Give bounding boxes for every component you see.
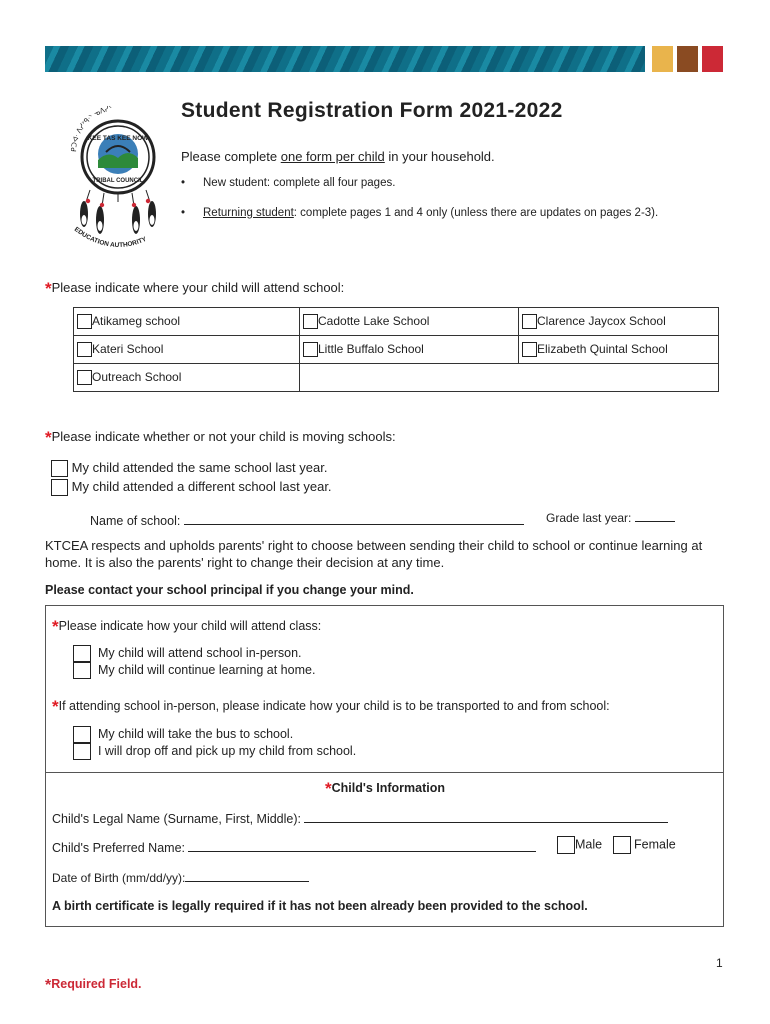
school-cell bbox=[519, 308, 719, 336]
name-of-school-row bbox=[90, 512, 524, 528]
required-asterisk: * bbox=[52, 697, 59, 716]
checkbox[interactable] bbox=[77, 342, 92, 357]
logo-syllabics: ᑭᑐᐊᐧ ᐱᓯᐣᑫᐧᐠ ᓀᐱᓯᐠ bbox=[69, 104, 113, 153]
attend-option bbox=[73, 645, 315, 662]
moving-option-label: My child attended the same school last year. bbox=[71, 460, 328, 475]
child-info-heading bbox=[0, 777, 770, 797]
required-asterisk: * bbox=[45, 279, 52, 298]
attend-option-label: My child will continue learning at home. bbox=[97, 663, 316, 678]
banner-square-gold bbox=[652, 46, 673, 72]
school-cell bbox=[300, 308, 519, 336]
required-field-note bbox=[45, 975, 142, 993]
checkbox[interactable] bbox=[73, 726, 91, 743]
grade-last-year-input[interactable] bbox=[635, 509, 675, 522]
transport-option bbox=[73, 726, 356, 743]
logo-arc-text: KEE TAS KEE NOW bbox=[87, 135, 149, 142]
preferred-name-row bbox=[52, 839, 536, 855]
bullet-new-student: • New student: complete all four pages. bbox=[181, 177, 396, 189]
intro-post: in your household. bbox=[384, 149, 495, 164]
checkbox[interactable] bbox=[73, 662, 91, 679]
female-checkbox[interactable] bbox=[613, 836, 631, 854]
checkbox[interactable] bbox=[522, 314, 537, 329]
moving-question bbox=[45, 426, 396, 446]
intro-emphasis: one form per child bbox=[280, 149, 385, 164]
legal-name-row bbox=[52, 810, 668, 826]
school-options-table bbox=[73, 307, 719, 392]
preferred-name-input[interactable] bbox=[188, 839, 536, 852]
moving-options bbox=[51, 458, 332, 496]
banner-square-red bbox=[702, 46, 723, 72]
dob-label: Date of Birth (mm/dd/yy): bbox=[52, 871, 186, 885]
child-info-heading-text: Child's Information bbox=[331, 781, 445, 795]
required-asterisk: * bbox=[324, 779, 332, 798]
school-cell bbox=[519, 336, 719, 364]
bullet-new-text: New student: complete all four pages. bbox=[203, 177, 396, 189]
moving-option bbox=[51, 458, 332, 477]
school-label: Outreach School bbox=[92, 369, 182, 384]
required-field-text: Required Field. bbox=[51, 977, 142, 991]
empty-cell bbox=[300, 364, 719, 392]
transport-question-text: If attending school in-person, please indicate how your child is to be transported to and from school: bbox=[58, 699, 610, 713]
school-label: Atikameg school bbox=[92, 313, 181, 328]
transport-options bbox=[73, 726, 356, 760]
checkbox[interactable] bbox=[77, 370, 92, 385]
transport-option bbox=[73, 743, 356, 760]
checkbox[interactable] bbox=[77, 314, 92, 329]
gender-options bbox=[557, 836, 676, 854]
checkbox[interactable] bbox=[51, 479, 68, 496]
checkbox[interactable] bbox=[303, 314, 318, 329]
school-question-text: Please indicate where your child will attend school: bbox=[51, 280, 345, 295]
bullet-returning-lead: Returning student bbox=[203, 207, 294, 219]
bullet-returning-student: • Returning student: complete pages 1 and 4 only (unless there are updates on pages 2-3). bbox=[181, 207, 659, 219]
logo-tribal-text: TRIBAL COUNCIL bbox=[92, 178, 144, 184]
moving-option-label: My child attended a different school last year. bbox=[71, 479, 332, 495]
school-label: Cadotte Lake School bbox=[318, 313, 430, 328]
dob-row bbox=[52, 869, 309, 885]
name-of-school-input[interactable] bbox=[184, 512, 524, 525]
checkbox[interactable] bbox=[73, 645, 91, 662]
school-label: Clarence Jaycox School bbox=[537, 313, 666, 328]
preferred-name-label: Child's Preferred Name: bbox=[52, 841, 185, 855]
logo-bottom-text: EDUCATION AUTHORITY bbox=[72, 226, 148, 250]
header-banner bbox=[45, 46, 645, 72]
attend-question bbox=[52, 615, 321, 635]
moving-question-text: Please indicate whether or not your child is moving schools: bbox=[51, 429, 396, 444]
required-asterisk: * bbox=[52, 617, 59, 636]
grade-last-year-label: Grade last year: bbox=[546, 511, 632, 525]
contact-principal-note: Please contact your school principal if you change your mind. bbox=[45, 583, 414, 597]
bullet-returning-text: : complete pages 1 and 4 only (unless there are updates on pages 2-3). bbox=[293, 207, 659, 219]
checkbox[interactable] bbox=[73, 743, 91, 760]
birth-certificate-note: A birth certificate is legally required if it has not been already been provided to the school. bbox=[52, 899, 588, 913]
legal-name-label: Child's Legal Name (Surname, First, Middle): bbox=[52, 812, 301, 826]
school-question bbox=[45, 277, 344, 297]
attend-option-label: My child will attend school in-person. bbox=[97, 646, 302, 660]
attend-question-text: Please indicate how your child will attend class: bbox=[58, 619, 322, 633]
checkbox[interactable] bbox=[51, 460, 68, 477]
transport-question bbox=[52, 695, 610, 715]
school-cell bbox=[74, 364, 300, 392]
legal-name-input[interactable] bbox=[304, 810, 668, 823]
school-cell bbox=[74, 308, 300, 336]
checkbox[interactable] bbox=[303, 342, 318, 357]
school-cell bbox=[300, 336, 519, 364]
intro-text bbox=[181, 149, 495, 164]
dob-input[interactable] bbox=[185, 869, 309, 882]
school-cell bbox=[74, 336, 300, 364]
moving-option bbox=[51, 477, 332, 496]
box-divider bbox=[45, 772, 724, 773]
school-label: Little Buffalo School bbox=[318, 341, 424, 356]
banner-square-brown bbox=[677, 46, 698, 72]
checkbox[interactable] bbox=[522, 342, 537, 357]
school-label: Elizabeth Quintal School bbox=[537, 341, 668, 356]
page-number: 1 bbox=[716, 956, 723, 970]
grade-last-year-row bbox=[546, 509, 675, 525]
name-of-school-label: Name of school: bbox=[90, 514, 181, 528]
attend-option bbox=[73, 662, 315, 679]
education-authority-logo bbox=[68, 102, 168, 262]
transport-option-label: I will drop off and pick up my child from school. bbox=[97, 744, 357, 759]
ktcea-statement: KTCEA respects and upholds parents' right to choose between sending their child to school or continue learning at home. It is also the parents' right to change their decision at any time. bbox=[45, 538, 703, 570]
school-label: Kateri School bbox=[92, 341, 164, 356]
male-label: Male bbox=[575, 837, 603, 852]
transport-option-label: My child will take the bus to school. bbox=[97, 727, 294, 741]
required-asterisk: * bbox=[45, 428, 52, 447]
attend-options bbox=[73, 645, 315, 679]
female-label: Female bbox=[634, 837, 676, 852]
male-checkbox[interactable] bbox=[557, 836, 575, 854]
page-title: Student Registration Form 2021-2022 bbox=[181, 99, 563, 122]
intro-pre: Please complete bbox=[181, 149, 281, 164]
required-asterisk: * bbox=[45, 977, 52, 994]
